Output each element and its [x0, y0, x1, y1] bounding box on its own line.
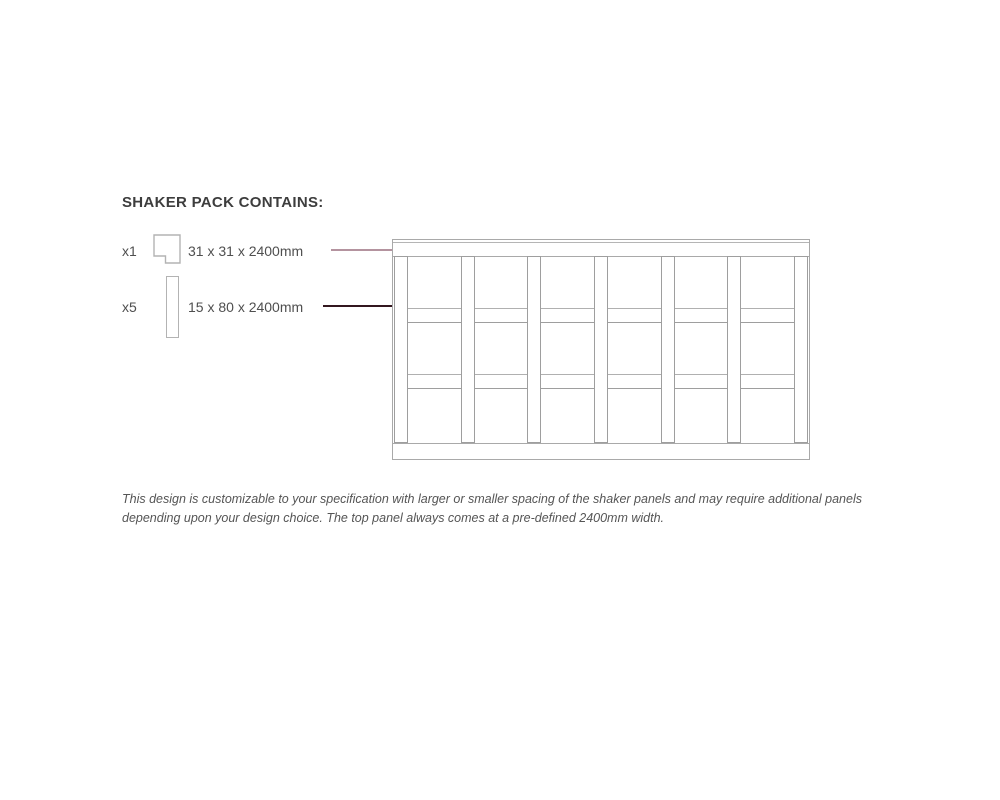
diagram-rail-segment	[407, 308, 462, 323]
diagram-batten	[594, 256, 608, 443]
diagram-batten	[461, 256, 475, 443]
diagram-batten	[794, 256, 808, 443]
footnote-text: This design is customizable to your specification with larger or smaller spacing of the shaker panels and may require additional panels depending upon your design choice. The top panel always comes at a pre-defined 2400mm width.	[122, 492, 862, 525]
diagram-batten	[394, 256, 408, 443]
item-2-quantity: x5	[122, 299, 137, 315]
top-panel-profile-icon	[153, 234, 181, 264]
diagram-top-panel	[393, 243, 809, 257]
diagram-rail-segment	[474, 374, 529, 389]
page-title: SHAKER PACK CONTAINS:	[122, 194, 324, 211]
diagram-rail-segment	[607, 308, 662, 323]
shaker-panel-layout-diagram	[392, 239, 810, 460]
batten-profile-icon	[166, 276, 179, 338]
connector-line-batten	[323, 305, 392, 307]
item-2-dimensions: 15 x 80 x 2400mm	[188, 299, 304, 315]
diagram-batten	[527, 256, 541, 443]
item-1-dimensions: 31 x 31 x 2400mm	[188, 243, 304, 259]
diagram-rail-segment	[407, 374, 462, 389]
diagram-rail-segment	[607, 374, 662, 389]
diagram-rail-segment	[474, 308, 529, 323]
diagram-batten	[661, 256, 675, 443]
diagram-rail-segment	[540, 374, 595, 389]
diagram-rail-segment	[540, 308, 595, 323]
item-1-quantity: x1	[122, 243, 137, 259]
diagram-bottom-band	[393, 443, 809, 459]
diagram-rail-segment	[740, 308, 795, 323]
diagram-rail-segment	[674, 374, 729, 389]
diagram-rail-segment	[674, 308, 729, 323]
connector-line-top-panel	[331, 249, 392, 251]
diagram-rail-segment	[740, 374, 795, 389]
diagram-batten	[727, 256, 741, 443]
